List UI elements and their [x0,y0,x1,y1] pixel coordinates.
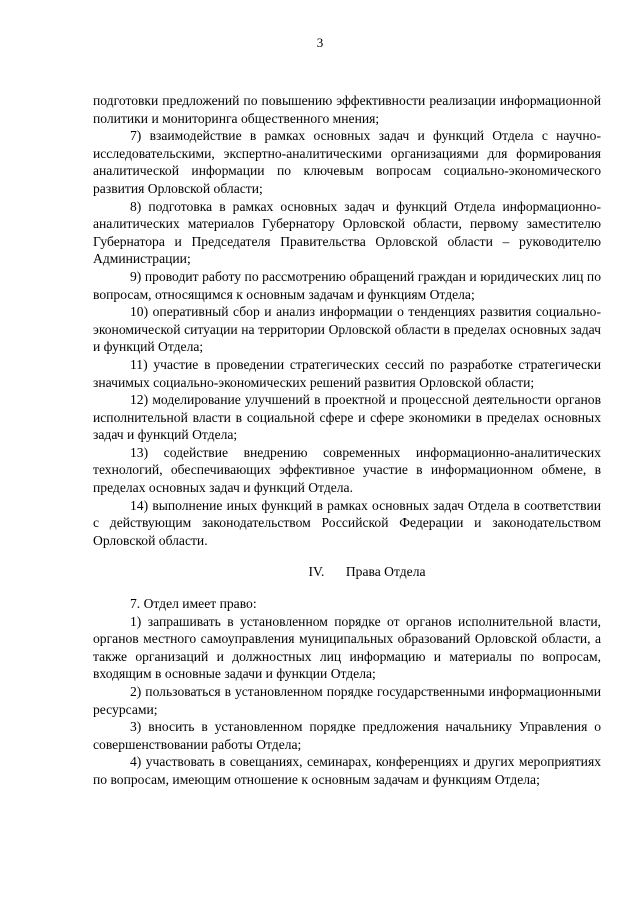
right-item-3: 3) вносить в установленном порядке предложения начальнику Управления о совершенствовании работы Отдела; [93,719,601,752]
paragraph: подготовки предложений по повышению эффективности реализации информационной политики и мониторинга общественного мнения; [93,93,601,126]
list-item-8: 8) подготовка в рамках основных задач и функций Отдела информационно-аналитических материалов Губернатору Орловской области, первому заместителю Губернатора и Председателя Правительства Орловской области – руководителю Администрации; [93,198,601,267]
list-item-13: 13) содействие внедрению современных информационно-аналитических технологий, обеспечивающих эффективное участие в информационном обмене, в пределах основных задач и функций Отдела. [93,444,601,496]
list-item-14: 14) выполнение иных функций в рамках основных задач Отдела в соответствии с действующим законодательством Российской Федерации и законодательством Орловской области. [93,497,601,548]
list-item-11: 11) участие в проведении стратегических сессий по разработке стратегически значимых социально-экономических решений развития Орловской области; [93,356,601,390]
right-item-1: 1) запрашивать в установленном порядке от органов исполнительной власти, органов местного самоуправления муниципальных образований Орловской области, а также организаций и должностных лиц информацию и материалы по вопросам, входящим в основные задачи и функции Отдела; [93,613,601,682]
page-number: 3 [316,35,324,50]
right-item-2: 2) пользоваться в установленном порядке государственными информационными ресурсами; [93,684,601,717]
section-number: IV. [308,564,325,580]
list-item-12: 12) моделирование улучшений в проектной и процессной деятельности органов исполнительной власти в социальной сфере и сфере экономики в пределах основных задач и функций Отдела; [93,392,601,443]
document-body [93,92,601,789]
section-title: Права Отдела [345,564,426,580]
right-item-4: 4) участвовать в совещаниях, семинарах, конференциях и других мероприятиях по вопросам, имеющим отношение к основным задачам и функциям Отдела; [93,754,601,787]
list-item-9: 9) проводит работу по рассмотрению обращений граждан и юридических лиц по вопросам, относящимся к основным задачам и функциям Отдела; [93,268,601,302]
section-heading [93,563,601,581]
list-item-10: 10) оперативный сбор и анализ информации о тенденциях развития социально-экономической ситуации на территории Орловской области в пределах основных задач и функций Отдела; [93,304,601,355]
clause-7: 7. Отдел имеет право: [130,596,257,612]
list-item-7: 7) взаимодействие в рамках основных задач и функций Отдела с научно-исследовательскими, экспертно-аналитическими организациями для формирования аналитической информации по ключевым вопросам социально-экономического развития Орловской области; [93,128,601,196]
